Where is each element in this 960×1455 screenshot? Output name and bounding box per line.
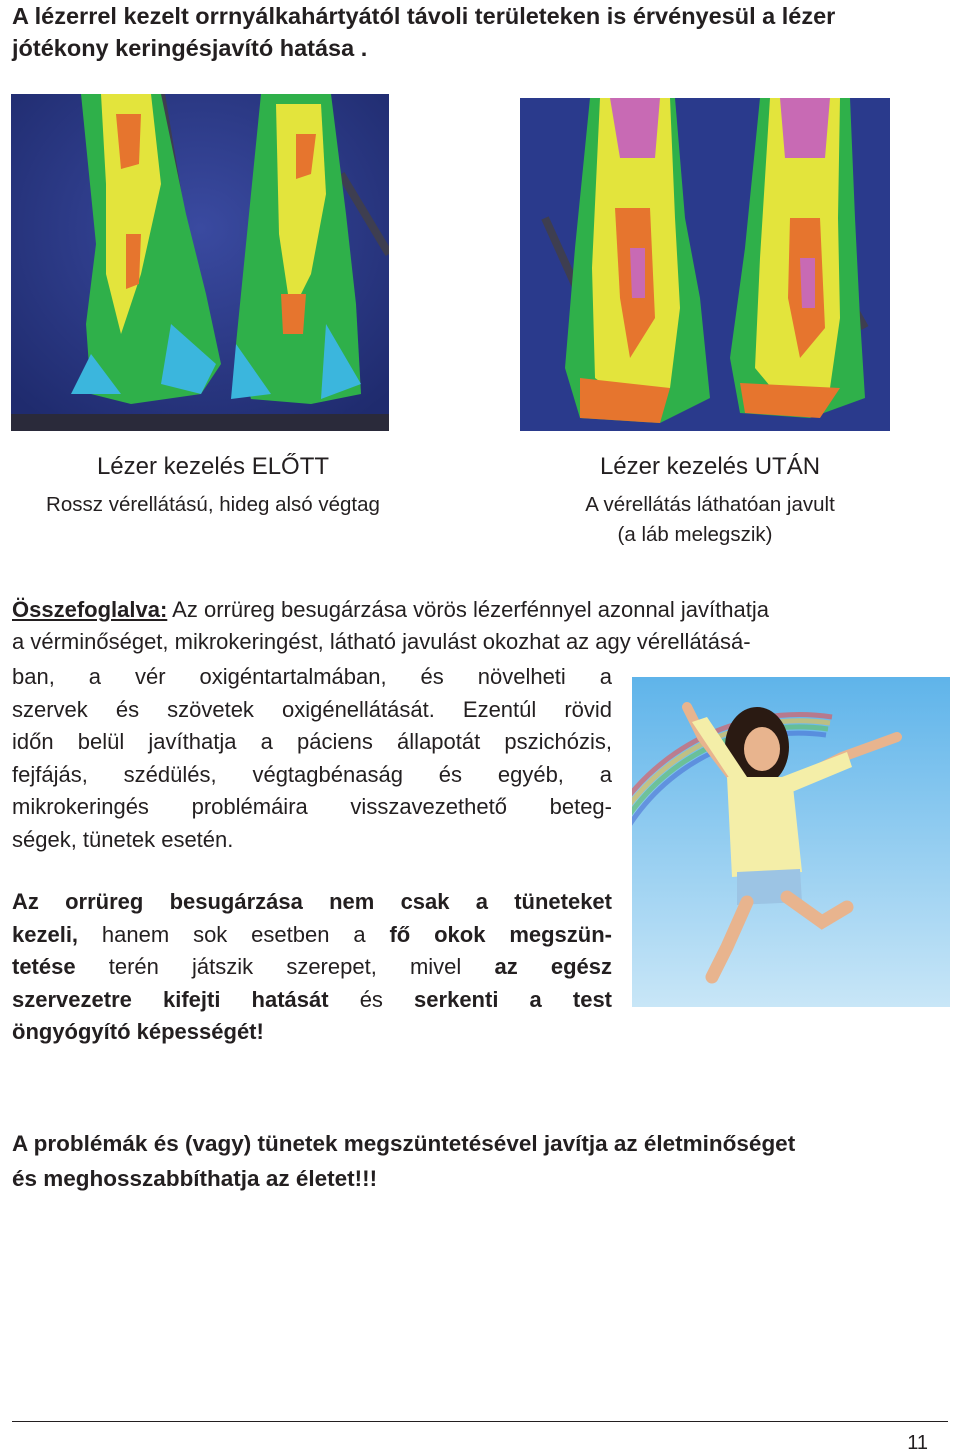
emphasis-line-5 bbox=[12, 1016, 612, 1049]
summary-narrow-line: ségek, tünetek esetén. bbox=[12, 826, 234, 852]
final-line-2: és meghosszabbíthatja az életet!!! bbox=[12, 1166, 378, 1191]
emphasis-line-4 bbox=[12, 984, 612, 1017]
emphasis-normal: hanem sok esetben a bbox=[78, 921, 390, 947]
emphasis-bold: szervezetre kifejti hatását bbox=[12, 986, 329, 1012]
before-title: Lézer kezelés ELŐTT bbox=[96, 453, 330, 480]
summary-narrow-line: szervek és szövetek oxigénellátását. Ezentúl rövid bbox=[12, 696, 612, 722]
final-statement bbox=[12, 1126, 952, 1196]
headline: A lézerrel kezelt orrnyálkahártyától távoli területeken is érvényesül a lézer jótékony keringésjavító hatása . bbox=[12, 3, 836, 61]
summary-narrow-line: mikrokeringés problémáira visszavezethető beteg- bbox=[12, 794, 612, 819]
emphasis-bold: kezeli, bbox=[12, 921, 79, 947]
final-line-1: A problémák és (vagy) tünetek megszüntetésével javítja az életminőséget bbox=[12, 1131, 796, 1156]
summary-narrow-line: fejfájás, szédülés, végtagbénaság és egyéb, a bbox=[12, 761, 612, 787]
after-subtitle-2: (a láb melegszik) bbox=[617, 523, 773, 546]
emphasis-bold: tetése bbox=[12, 954, 76, 979]
summary-line-2: a vérminőséget, mikrokeringést, látható javulást okozhat az agy vérellátásá- bbox=[12, 629, 751, 654]
emphasis-line-1 bbox=[12, 886, 612, 919]
summary-label: Összefoglalva: bbox=[12, 597, 168, 622]
emphasis-bold: serkenti a test bbox=[414, 986, 613, 1012]
thermal-image-after bbox=[520, 98, 890, 431]
emphasis-bold: öngyógyító képességét! bbox=[12, 1019, 264, 1044]
summary-line-1 bbox=[12, 597, 769, 623]
emphasis-bold: fő okok megszün- bbox=[389, 921, 612, 947]
summary-line-1-text: Az orrüreg besugárzása vörös lézerfénnyel azonnal javíthatja bbox=[167, 597, 769, 622]
footer-divider bbox=[12, 1421, 948, 1422]
emphasis-normal: és bbox=[328, 986, 415, 1012]
jumping-woman-photo bbox=[632, 677, 950, 1007]
summary-narrow-line: időn belül javíthatja a páciens állapotát pszichózis, bbox=[12, 729, 612, 754]
after-subtitle-1: A vérellátás láthatóan javult bbox=[585, 493, 835, 516]
emphasis-normal: terén játszik szerepet, mivel bbox=[75, 954, 495, 979]
after-title: Lézer kezelés UTÁN bbox=[599, 453, 821, 480]
emphasis-paragraph bbox=[12, 886, 612, 1049]
summary-narrow-block bbox=[12, 661, 612, 856]
before-subtitle: Rossz vérellátású, hideg alsó végtag bbox=[46, 493, 380, 516]
emphasis-line-2 bbox=[12, 919, 612, 952]
emphasis-line-3 bbox=[12, 951, 612, 984]
page-number: 11 bbox=[907, 1432, 928, 1454]
summary-narrow-line: ban, a vér oxigéntartalmában, és növelheti a bbox=[12, 664, 612, 689]
emphasis-bold: az egész bbox=[494, 954, 612, 979]
thermal-image-before bbox=[11, 94, 389, 431]
emphasis-bold: Az orrüreg besugárzása nem csak a tüneteket bbox=[12, 889, 612, 914]
